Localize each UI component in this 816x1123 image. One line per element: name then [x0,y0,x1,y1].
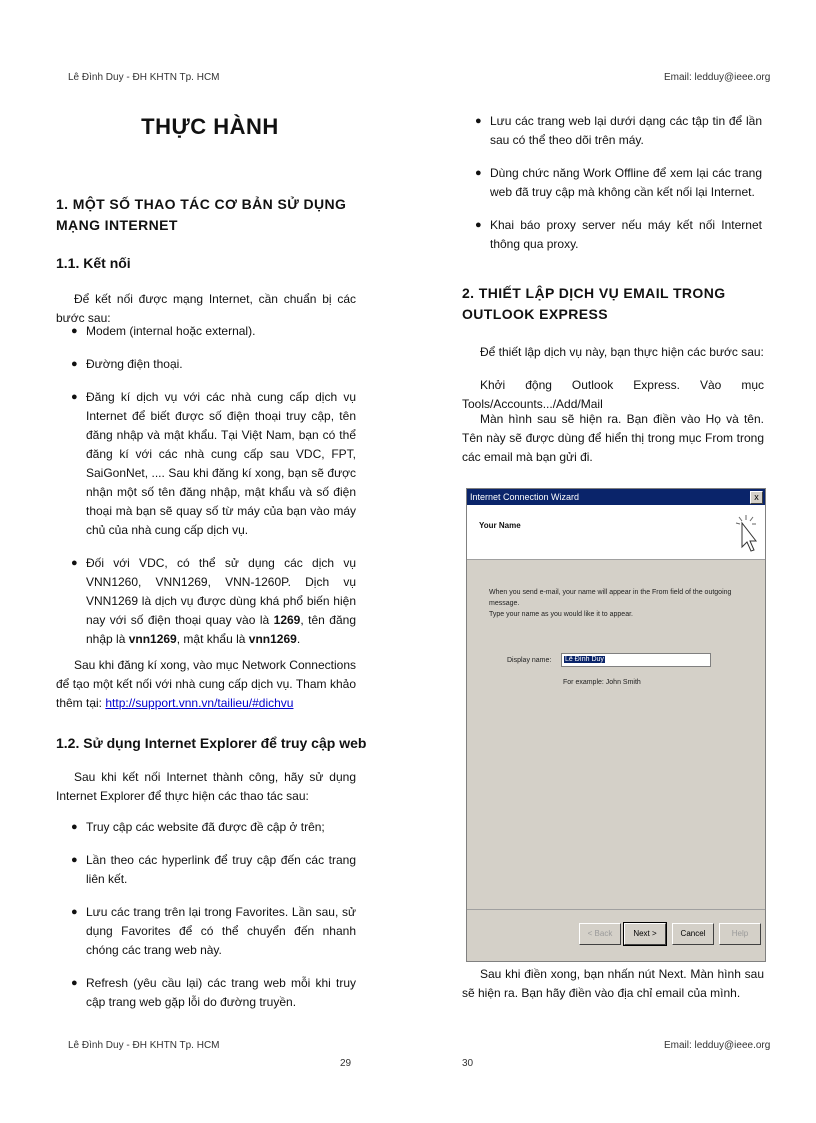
ie-bullets-continued [460,112,762,254]
cancel-button[interactable]: Cancel [672,923,714,945]
section-2-heading: 2. THIẾT LẬP DỊCH VỤ EMAIL TRONG OUTLOOK EXPRESS [462,285,726,322]
bullet-icon: ● [71,358,78,370]
wizard-title: Internet Connection Wizard [470,492,580,502]
wizard-message: When you send e-mail, your name will appear in the From field of the outgoing message. Type your name as you would like it to appear. [489,589,732,618]
subsection-1-1-heading: 1.1. Kết nối [56,255,131,271]
page-number-left: 29 [340,1058,352,1069]
display-name-label: Display name: [507,657,552,664]
bullet-icon: ● [71,821,78,833]
wizard-heading: Your Name [479,521,521,530]
bullet-icon: ● [475,167,482,179]
display-name-explain: Màn hình sau sẽ hiện ra. Bạn điền vào Họ và tên. Tên này sẽ được dùng để hiển thị trong mục From trong các email mà bạn gửi đi. [462,412,764,464]
wizard-titlebar [467,489,765,505]
wizard-header [467,505,765,560]
support-link[interactable]: http://support.vnn.vn/tailieu/#dichvu [105,696,294,710]
list-item: ● Refresh (yêu cầu lại) các trang web mỗi khi truy cập trang web gặp lỗi do đường truyền. [71,976,356,1009]
list-item: ● Lưu các trang web lại dưới dạng các tập tin để lần sau có thể theo dõi trên máy. [475,114,762,147]
after-registration-paragraph: Sau khi đăng kí xong, vào mục Network Connections để tạo một kết nối với nhà cung cấp dịch vụ. Tham khảo thêm tại: http://support.vnn.vn/tailieu/#dichvu [56,658,356,710]
list-item: ● Khai báo proxy server nếu máy kết nối Internet thông qua proxy. [475,218,762,251]
bullet-icon: ● [71,325,78,337]
wizard-screenshot [466,488,766,962]
list-item: ● Truy cập các website đã được đề cập ở trên; [56,818,356,837]
display-name-input[interactable]: Lê Đình Duy [561,653,711,667]
bullet-icon: ● [71,977,78,989]
list-item: ● Lần theo các hyperlink để truy cập đến các trang liên kết. [71,853,356,886]
email-setup-intro: Để thiết lập dịch vụ này, bạn thực hiện các bước sau: [480,345,764,359]
close-icon[interactable]: x [750,491,763,504]
subsection-1-2-heading: 1.2. Sử dụng Internet Explorer để truy cập web [56,735,367,751]
bullet-icon: ● [71,906,78,918]
list-item: ● Đường điện thoại. [56,355,356,374]
ie-intro: Sau khi kết nối Internet thành công, hãy sử dụng Internet Explorer để thực hiện các thao tác sau: [56,770,356,803]
right-footer: Email: ledduy@ieee.org [664,1040,771,1051]
bullet-icon: ● [71,854,78,866]
left-footer: Lê Đình Duy - ĐH KHTN Tp. HCM [68,1040,220,1051]
next-button[interactable]: Next > [624,923,666,945]
after-next-paragraph: Sau khi điền xong, bạn nhấn nút Next. Màn hình sau sẽ hiện ra. Bạn hãy điền vào địa chỉ email của mình. [462,967,764,1000]
list-item: ● Đăng kí dịch vụ với các nhà cung cấp dịch vụ Internet để biết được số điện thoại truy cập, tên đăng nhập và mật khẩu. Tại Việt Nam, bạn có thể đăng kí với các nhà cung cấp sau VDC, FPT, SaiGonNet, .... Sau khi đăng kí xong, bạn sẽ được nhận một số tên đăng nhập, mật khẩu và số điện thoại mà bạn sẽ quay số từ máy của bạn vào máy chủ của nhà cung cấp dịch vụ. [71,390,356,537]
help-button[interactable]: Help [719,923,761,945]
page-title: THỰC HÀNH [141,114,279,139]
bullet-icon: ● [71,557,78,569]
list-item: ● Lưu các trang trên lại trong Favorites. Lần sau, sử dụng Favorites để có thể chuyển đến nhanh chóng các trang web này. [71,905,356,957]
list-item: ● Dùng chức năng Work Offline để xem lại các trang web đã truy cập mà không cần kết nối lại Internet. [475,166,762,199]
page-number-right: 30 [462,1058,474,1069]
back-button[interactable]: < Back [579,923,621,945]
left-header: Lê Đình Duy - ĐH KHTN Tp. HCM [68,72,220,83]
list-item-vdc: ● Đối với VDC, có thể sử dụng các dịch vụ VNN1260, VNN1269, VNN-1260P. Dịch vụ VNN1269 là dịch vụ được dùng khá phổ biến hiện nay với số điện thoại quay vào là 1269, tên đăng nhập là vnn1269, mật khẩu là vnn1269. [71,556,356,646]
bullet-icon: ● [475,115,482,127]
section-1-heading: 1. MỘT SỐ THAO TÁC CƠ BẢN SỬ DỤNG MẠNG INTERNET [56,196,347,233]
bullet-icon: ● [475,219,482,231]
cursor-sparkle-icon [733,513,759,557]
display-name-example: For example: John Smith [563,679,641,686]
wizard-separator [467,909,765,910]
outlook-steps: Khởi động Outlook Express. Vào mục Tools/Accounts.../Add/Mail [462,378,764,411]
connect-intro: Để kết nối được mạng Internet, cần chuẩn bị các bước sau: [56,292,356,325]
bullet-icon: ● [71,391,78,403]
ie-bullets [56,818,356,1012]
list-item: ● Modem (internal hoặc external). [56,322,356,341]
connect-bullets [56,322,356,649]
right-header: Email: ledduy@ieee.org [664,72,771,83]
